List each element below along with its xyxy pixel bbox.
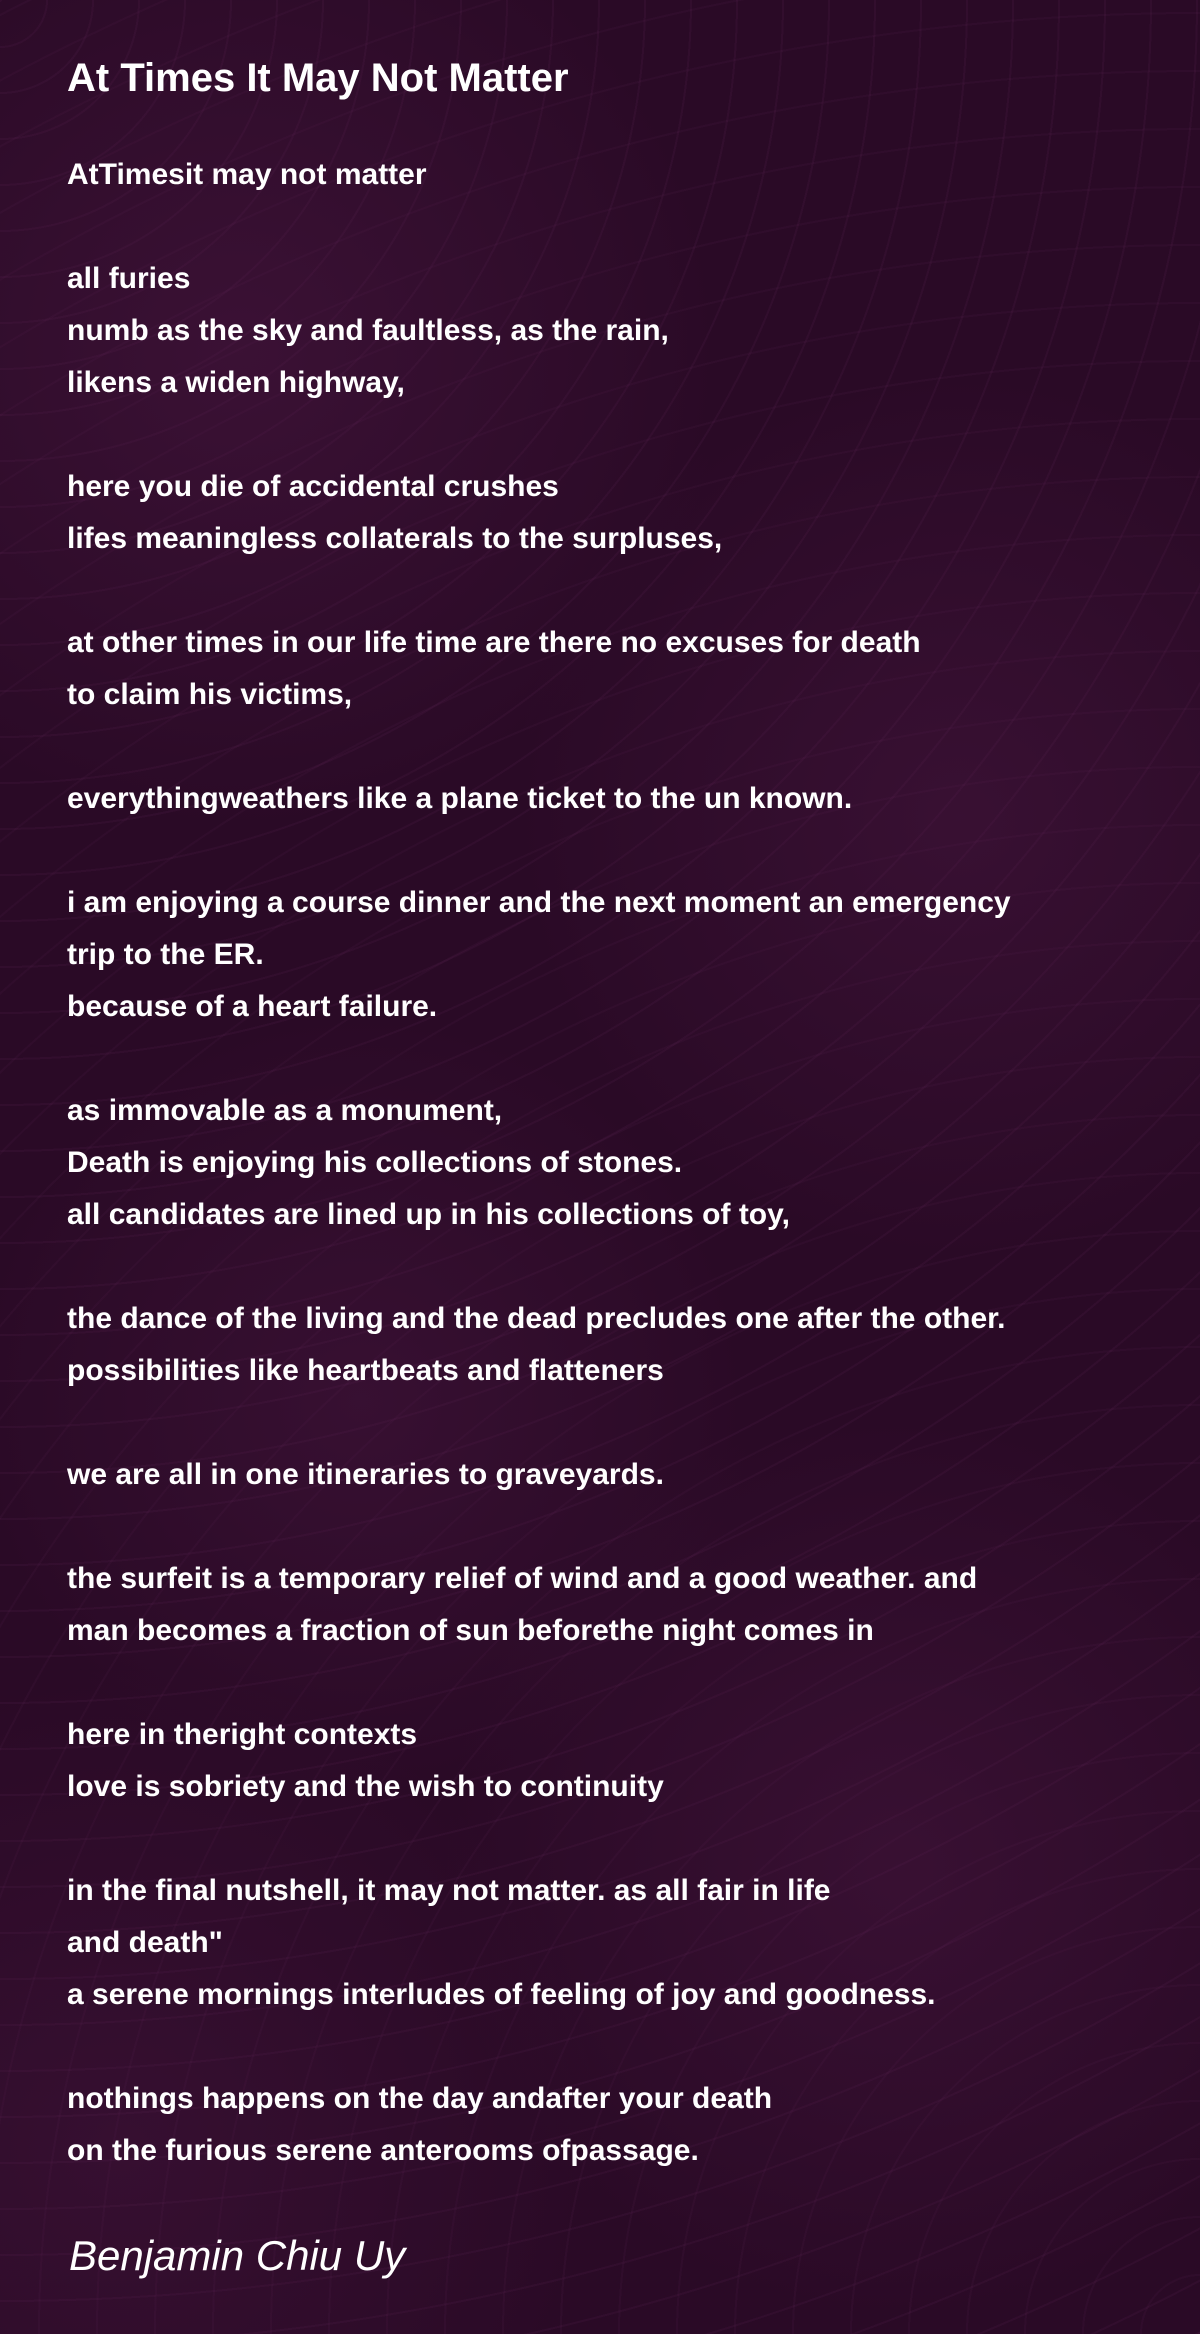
poem-line: everythingweathers like a plane ticket to the un known. xyxy=(67,782,853,815)
poem-line: here you die of accidental crushes xyxy=(67,470,559,503)
poem-line: nothings happens on the day andafter your death xyxy=(67,2082,773,2115)
stanza-gap xyxy=(67,1657,1157,1709)
poem-line: to claim his victims, xyxy=(67,678,353,711)
stanza-gap xyxy=(67,565,1157,617)
poem-line: AtTimesit may not matter xyxy=(67,158,427,191)
poem-line: man becomes a fraction of sun beforethe night comes in xyxy=(67,1614,874,1647)
poem-line: and death" xyxy=(67,1926,223,1959)
poem-line: lifes meaningless collaterals to the surpluses, xyxy=(67,522,723,555)
poem-line: all furies xyxy=(67,262,191,295)
poem-author: Benjamin Chiu Uy xyxy=(69,2232,406,2279)
stanza-gap xyxy=(67,825,1157,877)
poem-line: numb as the sky and faultless, as the rain, xyxy=(67,314,669,347)
poem-line: all candidates are lined up in his collections of toy, xyxy=(67,1198,790,1231)
poem-body xyxy=(67,149,1157,2177)
poem-line: at other times in our life time are there no excuses for death xyxy=(67,626,921,659)
poem-line: possibilities like heartbeats and flatteners xyxy=(67,1354,664,1387)
stanza-gap xyxy=(67,1241,1157,1293)
poem-line: trip to the ER. xyxy=(67,938,264,971)
poem-line: i am enjoying a course dinner and the next moment an emergency xyxy=(67,886,1011,919)
stanza-gap xyxy=(67,409,1157,461)
poem-line: on the furious serene anterooms ofpassage. xyxy=(67,2134,699,2167)
poem-title: At Times It May Not Matter xyxy=(67,56,569,100)
stanza-gap xyxy=(67,721,1157,773)
poem-line: in the final nutshell, it may not matter. as all fair in life xyxy=(67,1874,831,1907)
poem-line: because of a heart failure. xyxy=(67,990,438,1023)
poem-line: the dance of the living and the dead precludes one after the other. xyxy=(67,1302,1006,1335)
stanza-gap xyxy=(67,1397,1157,1449)
poem-line: the surfeit is a temporary relief of wind and a good weather. and xyxy=(67,1562,978,1595)
stanza-gap xyxy=(67,1501,1157,1553)
poem-line: love is sobriety and the wish to continuity xyxy=(67,1770,664,1803)
stanza-gap xyxy=(67,2021,1157,2073)
poem-line: a serene mornings interludes of feeling of joy and goodness. xyxy=(67,1978,936,2011)
poem-line: as immovable as a monument, xyxy=(67,1094,503,1127)
poem-line: we are all in one itineraries to graveyards. xyxy=(67,1458,664,1491)
stanza-gap xyxy=(67,1813,1157,1865)
poem-line: here in theright contexts xyxy=(67,1718,418,1751)
stanza-gap xyxy=(67,1033,1157,1085)
poem-line: likens a widen highway, xyxy=(67,366,405,399)
poem-line: Death is enjoying his collections of stones. xyxy=(67,1146,683,1179)
stanza-gap xyxy=(67,201,1157,253)
